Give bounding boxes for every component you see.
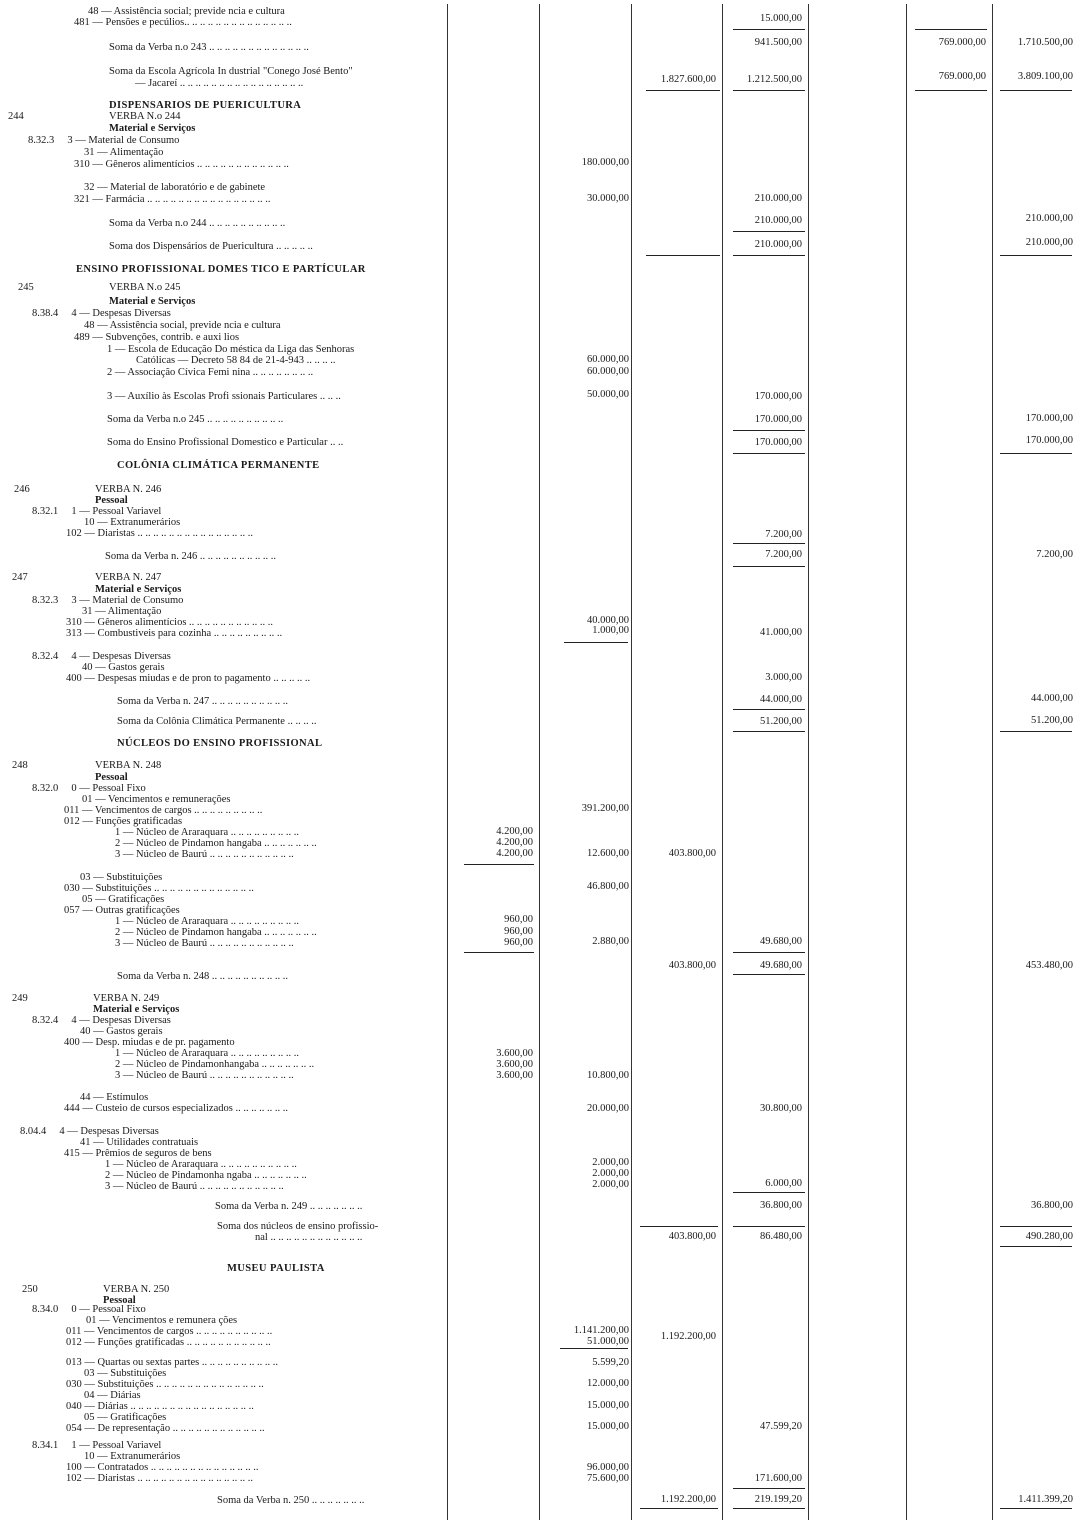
amount-cell: 51.200,00 (1031, 715, 1073, 726)
ledger-line: 249 (12, 993, 28, 1004)
amount-cell: 180.000,00 (581, 157, 629, 168)
ledger-line: Material e Serviços (109, 296, 196, 307)
total-rule (564, 642, 628, 643)
ledger-line: 030 — Substituições .. .. .. .. .. .. .. .. .. .. .. .. .. .. (66, 1379, 264, 1390)
ledger-line: 2 — Associação Cívica Femi nina .. .. .. .. .. .. .. .. (107, 367, 314, 378)
section-heading: COLÔNIA CLIMÁTICA PERMANENTE (117, 460, 320, 471)
total-rule (733, 231, 805, 232)
ledger-line: Soma da Verba n. 250 .. .. .. .. .. .. .. (217, 1495, 365, 1506)
ledger-line: 1 — Escola de Educação Do méstica da Liga das Senhoras (107, 344, 355, 355)
ledger-line: Soma da Verba n. 248 .. .. .. .. .. .. .. .. .. .. (117, 971, 288, 982)
total-rule (1000, 1508, 1072, 1509)
total-rule (1000, 1246, 1072, 1247)
amount-cell: 170.000,00 (754, 391, 802, 402)
total-rule (733, 952, 805, 953)
total-rule (640, 1226, 718, 1227)
total-rule (733, 566, 805, 567)
ledger-line: 3 — Núcleo de Baurú .. .. .. .. .. .. .. .. .. .. .. (105, 1181, 284, 1192)
ledger-line: 8.38.4 4 — Despesas Diversas (32, 308, 171, 319)
amount-cell: 5.599,20 (592, 1357, 629, 1368)
total-rule (733, 543, 805, 544)
amount-cell: 3.600,00 (496, 1059, 533, 1070)
ledger-line: Soma da Verba n. 246 .. .. .. .. .. .. .. .. .. .. (105, 551, 276, 562)
amount-cell: 1.827.600,00 (660, 74, 716, 85)
ledger-line: 3 — Núcleo de Baurú .. .. .. .. .. .. .. .. .. .. .. (115, 1070, 294, 1081)
ledger-line: 41 — Utilidades contratuais (80, 1137, 199, 1148)
amount-cell: 86.480,00 (760, 1231, 802, 1242)
column-rule (992, 4, 993, 1520)
ledger-line: 01 — Vencimentos e remunerações (82, 794, 231, 805)
total-rule (733, 1508, 805, 1509)
amount-cell: 6.000,00 (765, 1178, 802, 1189)
ledger-line: 054 — De representação .. .. .. .. .. .. .. .. .. .. .. .. (66, 1423, 265, 1434)
total-rule (733, 453, 805, 454)
section-heading: MUSEU PAULISTA (227, 1263, 325, 1274)
amount-cell: 96.000,00 (587, 1462, 629, 1473)
total-rule (733, 1192, 805, 1193)
ledger-line: 8.32.4 4 — Despesas Diversas (32, 651, 171, 662)
ledger-line: 10 — Extranumerários (84, 1451, 181, 1462)
amount-cell: 1.212.500,00 (746, 74, 802, 85)
ledger-line: 013 — Quartas ou sextas partes .. .. .. .. .. .. .. .. .. .. (66, 1357, 279, 1368)
ledger-line: Pessoal (103, 1295, 136, 1306)
column-rule (447, 4, 448, 1520)
amount-cell: 403.800,00 (668, 1231, 716, 1242)
amount-cell: 15.000,00 (760, 13, 802, 24)
ledger-line: VERBA N.o 244 (109, 111, 181, 122)
ledger-line: 012 — Funções gratificadas .. .. .. .. .. .. .. .. .. .. .. (66, 1337, 271, 1348)
total-rule (464, 864, 534, 865)
total-rule (733, 255, 805, 256)
amount-cell: 170.000,00 (1025, 435, 1073, 446)
total-rule (733, 430, 805, 431)
amount-cell: 60.000,00 (587, 354, 629, 365)
ledger-line: 057 — Outras gratificações (64, 905, 180, 916)
ledger-line: 2 — Núcleo de Pindamon hangaba .. .. .. .. .. .. .. (115, 838, 317, 849)
ledger-line: 8.32.1 1 — Pessoal Variavel (32, 506, 162, 517)
ledger-line: 48 — Assistência social; previde ncia e cultura (88, 6, 285, 17)
amount-cell: 1.411.399,20 (1018, 1494, 1073, 1505)
amount-cell: 941.500,00 (754, 37, 802, 48)
column-rule (808, 4, 809, 1520)
column-rule (631, 4, 632, 1520)
ledger-line: 40 — Gastos gerais (82, 662, 165, 673)
ledger-line: 44 — Estímulos (80, 1092, 149, 1103)
ledger-line: 8.34.1 1 — Pessoal Variavel (32, 1440, 162, 1451)
ledger-line: 310 — Gêneros alimentícios .. .. .. .. .. .. .. .. .. .. .. .. (74, 159, 289, 170)
ledger-line: — Jacareí .. .. .. .. .. .. .. .. .. .. .. .. .. .. .. .. (135, 78, 304, 89)
amount-cell: 403.800,00 (668, 960, 716, 971)
total-rule (733, 1488, 805, 1489)
amount-cell: 49.680,00 (760, 936, 802, 947)
amount-cell: 171.600,00 (754, 1473, 802, 1484)
ledger-line: 40 — Gastos gerais (80, 1026, 163, 1037)
amount-cell: 47.599,20 (760, 1421, 802, 1432)
total-rule (915, 29, 987, 30)
ledger-line: 3 — Núcleo de Baurú .. .. .. .. .. .. .. .. .. .. .. (115, 849, 294, 860)
amount-cell: 12.600,00 (587, 848, 629, 859)
amount-cell: 170.000,00 (1025, 413, 1073, 424)
total-rule (733, 29, 805, 30)
ledger-line: 310 — Gêneros alimentícios .. .. .. .. .. .. .. .. .. .. .. (66, 617, 274, 628)
amount-cell: 210.000,00 (754, 215, 802, 226)
total-rule (733, 1226, 805, 1227)
amount-cell: 12.000,00 (587, 1378, 629, 1389)
ledger-line: 03 — Substituições (84, 1368, 167, 1379)
ledger-line: 012 — Funções gratificadas (64, 816, 183, 827)
ledger-line: 8.32.4 4 — Despesas Diversas (32, 1015, 171, 1026)
ledger-line: Soma da Verba n. 249 .. .. .. .. .. .. .. (215, 1201, 363, 1212)
ledger-line: Soma do Ensino Profissional Domestico e Particular .. .. (107, 437, 344, 448)
amount-cell: 7.200,00 (765, 529, 802, 540)
amount-cell: 391.200,00 (581, 803, 629, 814)
amount-cell: 44.000,00 (760, 694, 802, 705)
amount-cell: 44.000,00 (1031, 693, 1073, 704)
ledger-line: 2 — Núcleo de Pindamonhangaba .. .. .. .. .. .. .. (115, 1059, 315, 1070)
amount-cell: 36.800,00 (760, 1200, 802, 1211)
column-rule (722, 4, 723, 1520)
total-rule (733, 709, 805, 710)
total-rule (646, 90, 720, 91)
amount-cell: 1.710.500,00 (1017, 37, 1073, 48)
amount-cell: 769.000,00 (938, 71, 986, 82)
column-rule (539, 4, 540, 1520)
total-rule (733, 974, 805, 975)
total-rule (1000, 1226, 1072, 1227)
ledger-line: 489 — Subvenções, contrib. e auxi lios (74, 332, 240, 343)
amount-cell: 960,00 (504, 926, 533, 937)
total-rule (640, 1508, 718, 1509)
amount-cell: 960,00 (504, 937, 533, 948)
amount-cell: 51.000,00 (587, 1336, 629, 1347)
amount-cell: 3.600,00 (496, 1048, 533, 1059)
amount-cell: 20.000,00 (587, 1103, 629, 1114)
ledger-line: VERBA N. 246 (95, 484, 162, 495)
ledger-line: VERBA N.o 245 (109, 282, 181, 293)
amount-cell: 1.141.200,00 (573, 1325, 629, 1336)
ledger-line: 2 — Núcleo de Pindamon hangaba .. .. .. .. .. .. .. (115, 927, 317, 938)
amount-cell: 75.600,00 (587, 1473, 629, 1484)
ledger-line: 1 — Núcleo de Araraquara .. .. .. .. .. .. .. .. .. (115, 1048, 299, 1059)
ledger-line: 1 — Núcleo de Araraquara .. .. .. .. .. .. .. .. .. (115, 916, 299, 927)
ledger-line: 3 — Núcleo de Baurú .. .. .. .. .. .. .. .. .. .. .. (115, 938, 294, 949)
ledger-line: Soma da Verba n.o 244 .. .. .. .. .. .. .. .. .. .. (109, 218, 286, 229)
amount-cell: 170.000,00 (754, 437, 802, 448)
ledger-line: VERBA N. 247 (95, 572, 162, 583)
ledger-line: VERBA N. 250 (103, 1284, 170, 1295)
ledger-line: Pessoal (95, 772, 128, 783)
ledger-line: 48 — Assistência social, previde ncia e cultura (84, 320, 281, 331)
amount-cell: 210.000,00 (754, 193, 802, 204)
amount-cell: 60.000,00 (587, 366, 629, 377)
amount-cell: 41.000,00 (760, 627, 802, 638)
amount-cell: 490.280,00 (1025, 1231, 1073, 1242)
ledger-line: Material e Serviços (93, 1004, 180, 1015)
amount-cell: 7.200,00 (765, 549, 802, 560)
amount-cell: 210.000,00 (1025, 213, 1073, 224)
ledger-line: 444 — Custeio de cursos especializados .. .. .. .. .. .. .. (64, 1103, 288, 1114)
ledger-line: 248 (12, 760, 28, 771)
ledger-line: 32 — Material de laboratório e de gabinete (84, 182, 266, 193)
amount-cell: 2.000,00 (592, 1179, 629, 1190)
amount-cell: 1.000,00 (592, 625, 629, 636)
column-rule (906, 4, 907, 1520)
ledger-line: Soma da Escola Agrícola In dustrial "Conego José Bento" (109, 66, 353, 77)
amount-cell: 210.000,00 (1025, 237, 1073, 248)
ledger-line: 244 (8, 111, 24, 122)
amount-cell: 4.200,00 (496, 837, 533, 848)
amount-cell: 1.192.200,00 (660, 1331, 716, 1342)
amount-cell: 170.000,00 (754, 414, 802, 425)
ledger-line: 31 — Alimentação (82, 606, 162, 617)
ledger-line: 1 — Núcleo de Araraquara .. .. .. .. .. .. .. .. .. (115, 827, 299, 838)
ledger-line: Soma dos núcleos de ensino profissio- (217, 1221, 379, 1232)
total-rule (1000, 453, 1072, 454)
ledger-line: 8.32.3 3 — Material de Consumo (28, 135, 180, 146)
ledger-line: Pessoal (95, 495, 128, 506)
ledger-line: 102 — Diaristas .. .. .. .. .. .. .. .. .. .. .. .. .. .. .. (66, 528, 253, 539)
ledger-line: 8.32.0 0 — Pessoal Fixo (32, 783, 146, 794)
amount-cell: 30.000,00 (587, 193, 629, 204)
ledger-line: 400 — Desp. miudas e de pr. pagamento (64, 1037, 235, 1048)
amount-cell: 3.000,00 (765, 672, 802, 683)
ledger-line: 250 (22, 1284, 38, 1295)
total-rule (560, 1348, 628, 1349)
amount-cell: 36.800,00 (1031, 1200, 1073, 1211)
ledger-line: 030 — Substituições .. .. .. .. .. .. .. .. .. .. .. .. .. (64, 883, 254, 894)
total-rule (1000, 731, 1072, 732)
amount-cell: 30.800,00 (760, 1103, 802, 1114)
ledger-line: 011 — Vencimentos de cargos .. .. .. .. .. .. .. .. .. .. (66, 1326, 273, 1337)
ledger-line: VERBA N. 249 (93, 993, 160, 1004)
total-rule (1000, 255, 1072, 256)
amount-cell: 2.000,00 (592, 1168, 629, 1179)
ledger-line: 246 (14, 484, 30, 495)
total-rule (733, 90, 805, 91)
ledger-line: 8.04.4 4 — Despesas Diversas (20, 1126, 159, 1137)
ledger-line: 011 — Vencimentos de cargos .. .. .. .. .. .. .. .. .. (64, 805, 263, 816)
ledger-line: 247 (12, 572, 28, 583)
ledger-line: 400 — Despesas miudas e de pron to pagamento .. .. .. .. .. (66, 673, 311, 684)
total-rule (1000, 90, 1072, 91)
amount-cell: 10.800,00 (587, 1070, 629, 1081)
ledger-line: 10 — Extranumerários (84, 517, 181, 528)
amount-cell: 51.200,00 (760, 716, 802, 727)
ledger-line: Soma dos Dispensários de Puericultura .. .. .. .. .. (109, 241, 313, 252)
total-rule (464, 952, 534, 953)
amount-cell: 2.880,00 (592, 936, 629, 947)
ledger-line: 313 — Combustiveis para cozinha .. .. .. .. .. .. .. .. .. (66, 628, 283, 639)
ledger-line: Material e Serviços (95, 584, 182, 595)
amount-cell: 7.200,00 (1036, 549, 1073, 560)
ledger-line: 04 — Diárias (84, 1390, 141, 1401)
total-rule (646, 255, 720, 256)
amount-cell: 2.000,00 (592, 1157, 629, 1168)
amount-cell: 50.000,00 (587, 389, 629, 400)
section-heading: NÚCLEOS DO ENSINO PROFISSIONAL (117, 738, 323, 749)
ledger-line: 100 — Contratados .. .. .. .. .. .. .. .. .. .. .. .. .. .. (66, 1462, 259, 1473)
ledger-line: 31 — Alimentação (84, 147, 164, 158)
ledger-line: Católicas — Decreto 58 84 de 21-4-943 .. .. .. .. (136, 355, 336, 366)
amount-cell: 15.000,00 (587, 1400, 629, 1411)
ledger-line: 8.34.0 0 — Pessoal Fixo (32, 1304, 146, 1315)
total-rule (915, 90, 987, 91)
amount-cell: 210.000,00 (754, 239, 802, 250)
amount-cell: 453.480,00 (1025, 960, 1073, 971)
amount-cell: 219.199,20 (754, 1494, 802, 1505)
ledger-line: Soma da Verba n.o 243 .. .. .. .. .. .. .. .. .. .. .. .. .. (109, 42, 309, 53)
ledger-line: 102 — Diaristas .. .. .. .. .. .. .. .. .. .. .. .. .. .. .. (66, 1473, 253, 1484)
ledger-line: 481 — Pensões e pecúlios.. .. .. .. .. .. .. .. .. .. .. .. .. .. (74, 17, 292, 28)
ledger-line: 2 — Núcleo de Pindamonha ngaba .. .. .. .. .. .. .. (105, 1170, 307, 1181)
ledger-line: 1 — Núcleo de Araraquara .. .. .. .. .. .. .. .. .. .. (105, 1159, 297, 1170)
amount-cell: 769.000,00 (938, 37, 986, 48)
amount-cell: 46.800,00 (587, 881, 629, 892)
ledger-line: 05 — Gratificações (84, 1412, 167, 1423)
section-heading: ENSINO PROFISSIONAL DOMES TICO E PARTÍCULAR (76, 264, 366, 275)
ledger-line: 01 — Vencimentos e remunera ções (86, 1315, 238, 1326)
amount-cell: 40.000,00 (587, 615, 629, 626)
ledger-line: 05 — Gratificações (82, 894, 165, 905)
ledger-line: 245 (18, 282, 34, 293)
amount-cell: 4.200,00 (496, 826, 533, 837)
total-rule (733, 731, 805, 732)
ledger-line: 3 — Auxílio às Escolas Profi ssionais Particulares .. .. .. (107, 391, 341, 402)
amount-cell: 3.600,00 (496, 1070, 533, 1081)
ledger-line: 8.32.3 3 — Material de Consumo (32, 595, 184, 606)
amount-cell: 403.800,00 (668, 848, 716, 859)
ledger-line: VERBA N. 248 (95, 760, 162, 771)
amount-cell: 4.200,00 (496, 848, 533, 859)
amount-cell: 1.192.200,00 (660, 1494, 716, 1505)
ledger-line: Material e Serviços (109, 123, 196, 134)
amount-cell: 960,00 (504, 914, 533, 925)
ledger-line: 321 — Farmácia .. .. .. .. .. .. .. .. .. .. .. .. .. .. .. .. (74, 194, 271, 205)
section-heading: DISPENSARIOS DE PUERICULTURA (109, 100, 302, 111)
ledger-line: Soma da Colônia Climática Permanente .. .. .. .. (117, 716, 317, 727)
amount-cell: 49.680,00 (760, 960, 802, 971)
amount-cell: 15.000,00 (587, 1421, 629, 1432)
ledger-line: 040 — Diárias .. .. .. .. .. .. .. .. .. .. .. .. .. .. .. .. (66, 1401, 254, 1412)
amount-cell: 3.809.100,00 (1017, 71, 1073, 82)
ledger-line: nal .. .. .. .. .. .. .. .. .. .. .. .. (255, 1232, 363, 1243)
ledger-line: 03 — Substituições (80, 872, 163, 883)
ledger-line: Soma da Verba n.o 245 .. .. .. .. .. .. .. .. .. .. (107, 414, 284, 425)
ledger-line: 415 — Prêmios de seguros de bens (64, 1148, 212, 1159)
ledger-line: Soma da Verba n. 247 .. .. .. .. .. .. .. .. .. .. (117, 696, 288, 707)
